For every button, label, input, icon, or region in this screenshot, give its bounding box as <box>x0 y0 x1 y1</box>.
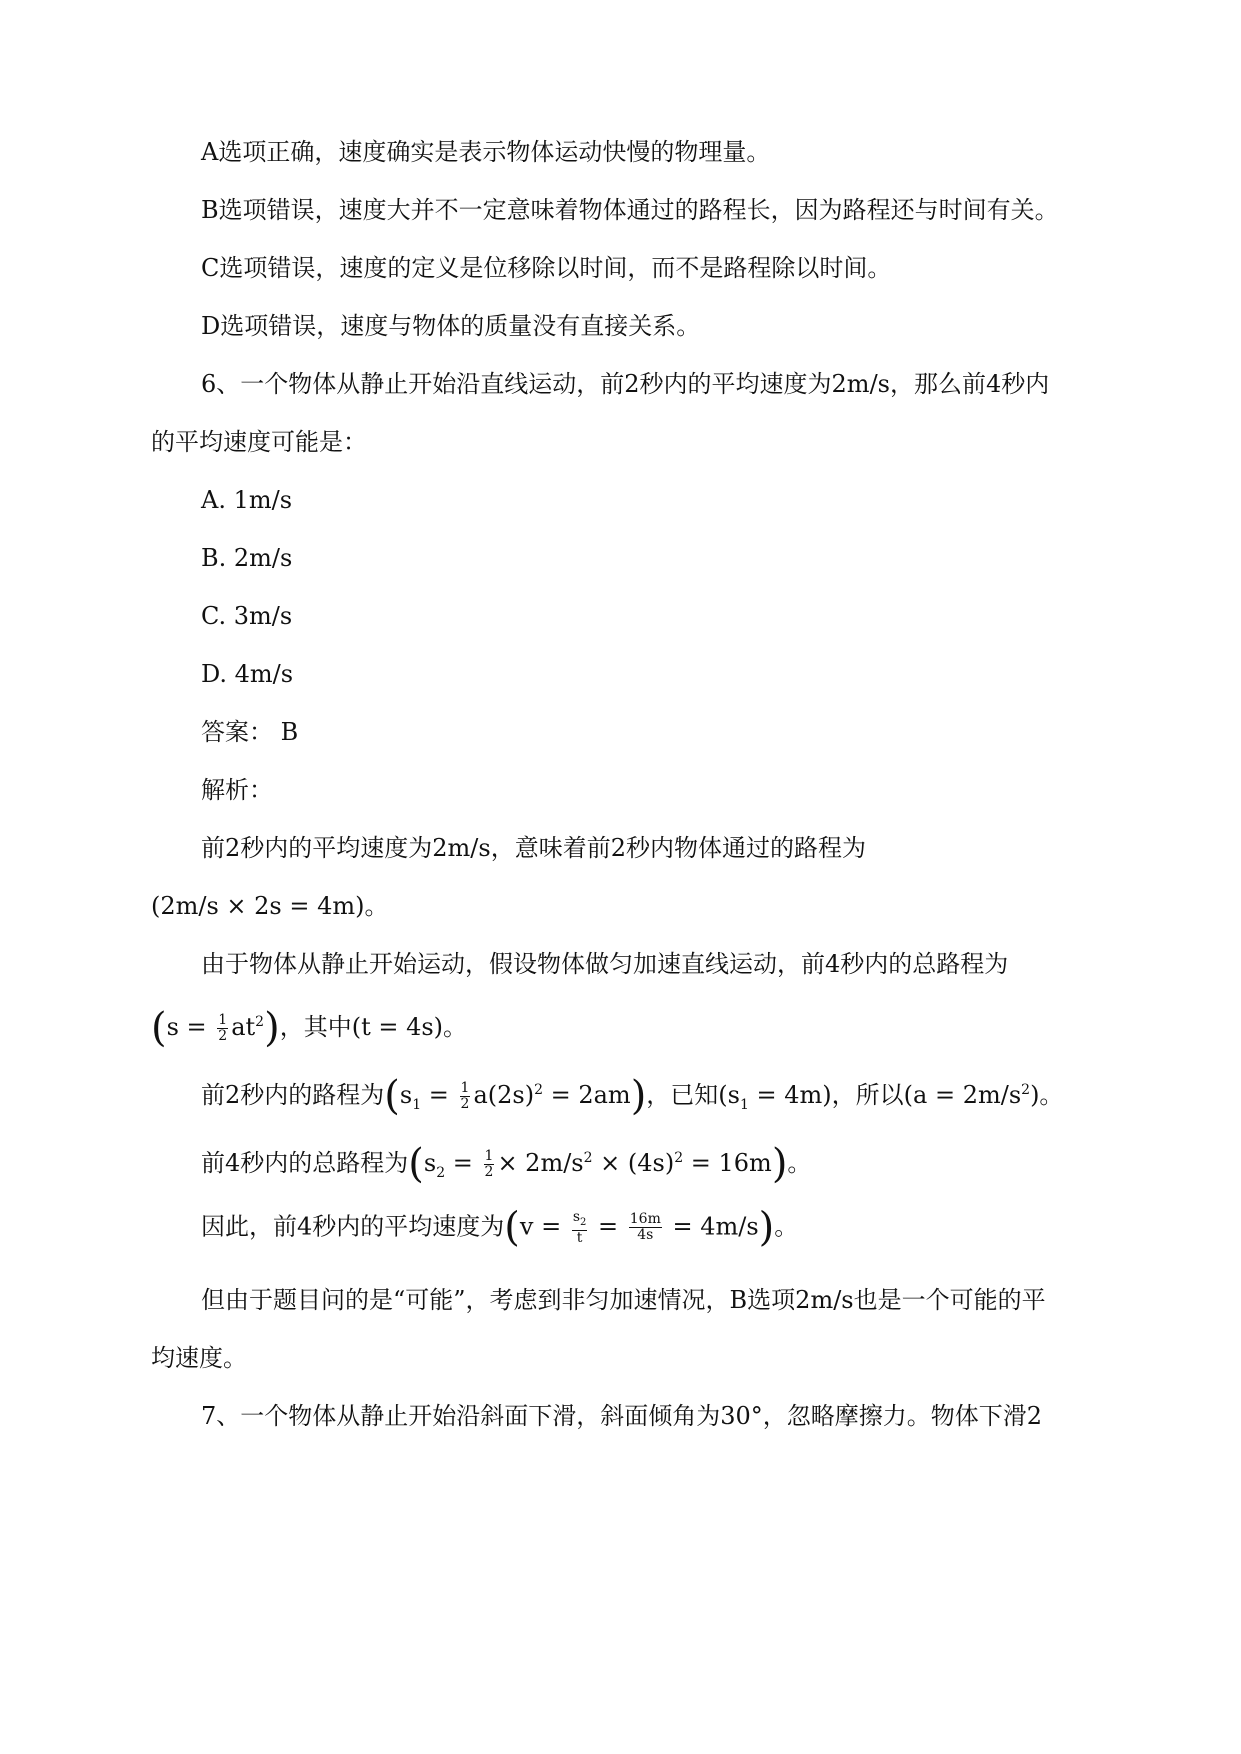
numerator: 1 <box>460 1080 470 1096</box>
question-6-cont: 的平均速度可能是： <box>151 428 367 456</box>
math-text: s = <box>166 1013 215 1041</box>
numerator: 16m <box>629 1211 661 1228</box>
fraction <box>460 1081 471 1112</box>
formula-line-4s-distance <box>201 1142 811 1189</box>
math-text: = 4m/s <box>664 1212 759 1241</box>
option-b: B. 2m/s <box>201 544 293 572</box>
text-line: B选项错误，速度大并不一定意味着物体通过的路程长，因为路程还与时间有关。 <box>201 196 1059 224</box>
denominator: 2 <box>484 1164 494 1180</box>
fraction <box>217 1013 228 1044</box>
text-line: 由于物体从静止开始运动，假设物体做匀加速直线运动，前4秒内的总路程为 <box>201 950 1009 978</box>
math-text: × 2m/s <box>497 1149 584 1177</box>
paren-left: ( <box>408 1141 424 1187</box>
fraction <box>572 1210 588 1246</box>
paren-left: ( <box>151 1005 167 1051</box>
text-line: 均速度。 <box>151 1344 247 1372</box>
text: 。 <box>787 1149 812 1177</box>
answer: 答案： B <box>201 718 299 746</box>
denominator: 4s <box>637 1227 654 1244</box>
text-line: 前2秒内的平均速度为2m/s，意味着前2秒内物体通过的路程为 <box>201 834 866 862</box>
math-text: s <box>423 1149 437 1177</box>
numerator-text: s <box>572 1209 581 1225</box>
exponent: 2 <box>255 1014 265 1030</box>
denominator: t <box>576 1229 583 1246</box>
paren-left: ( <box>504 1204 520 1251</box>
subscript: 1 <box>739 1096 749 1113</box>
subscript: 1 <box>412 1096 422 1113</box>
question-7: 7、一个物体从静止开始沿斜面下滑，斜面倾角为30°，忽略摩擦力。物体下滑2 <box>201 1402 1043 1430</box>
denominator: 2 <box>460 1096 470 1112</box>
fraction <box>484 1149 495 1180</box>
fraction <box>629 1212 662 1243</box>
option-c: C. 3m/s <box>201 602 293 630</box>
paren-right: ) <box>771 1141 788 1187</box>
option-d: D. 4m/s <box>201 660 294 688</box>
paren-right: ) <box>630 1073 647 1119</box>
text-line: (2m/s × 2s = 4m)。 <box>151 892 389 920</box>
math-text: = 16m <box>683 1149 772 1177</box>
question-6: 6、一个物体从静止开始沿直线运动，前2秒内的平均速度为2m/s，那么前4秒内 <box>201 370 1050 398</box>
subscript: 2 <box>436 1164 446 1181</box>
text: ，已知(s <box>646 1081 740 1109</box>
text: = 4m)，所以(a = 2m/s <box>748 1081 1022 1109</box>
formula-line-total-distance <box>151 1005 468 1051</box>
text-line: C选项错误，速度的定义是位移除以时间，而不是路程除以时间。 <box>201 254 892 282</box>
numerator: 1 <box>218 1012 228 1028</box>
subscript: 2 <box>580 1216 587 1228</box>
text: 前2秒内的路程为 <box>201 1081 385 1109</box>
text-line: 但由于题目问的是“可能”，考虑到非匀加速情况，B选项2m/s也是一个可能的平 <box>201 1286 1046 1314</box>
text: 因此，前4秒内的平均速度为 <box>201 1212 505 1241</box>
exponent: 2 <box>534 1082 543 1098</box>
numerator <box>572 1210 588 1231</box>
math-text: = <box>590 1212 626 1241</box>
text: )。 <box>1030 1081 1064 1109</box>
numerator: 1 <box>484 1148 494 1164</box>
text-line: A选项正确，速度确实是表示物体运动快慢的物理量。 <box>201 138 771 166</box>
math-text: = 2am <box>542 1081 631 1109</box>
option-a: A. 1m/s <box>201 486 293 514</box>
paren-right: ) <box>264 1005 280 1051</box>
math-text: at <box>231 1013 256 1041</box>
text: ，其中(t = 4s)。 <box>279 1013 468 1041</box>
text: 。 <box>774 1212 799 1241</box>
analysis-heading: 解析： <box>201 776 273 804</box>
formula-line-average-speed <box>201 1204 799 1251</box>
paren-left: ( <box>384 1073 400 1119</box>
math-text: a(2s) <box>473 1081 535 1109</box>
math-text: × (4s) <box>592 1149 675 1177</box>
math-text: = <box>445 1149 481 1177</box>
text: 前4秒内的总路程为 <box>201 1149 409 1177</box>
text-line: D选项错误，速度与物体的质量没有直接关系。 <box>201 312 701 340</box>
exponent: 2 <box>1021 1082 1031 1098</box>
math-text: v = <box>519 1212 569 1241</box>
exponent: 2 <box>674 1150 684 1166</box>
formula-line-2s-distance <box>201 1074 1063 1121</box>
math-text: = <box>421 1081 457 1109</box>
math-text: s <box>399 1081 413 1109</box>
denominator: 2 <box>218 1028 228 1044</box>
exponent: 2 <box>583 1150 593 1166</box>
paren-right: ) <box>758 1204 775 1251</box>
